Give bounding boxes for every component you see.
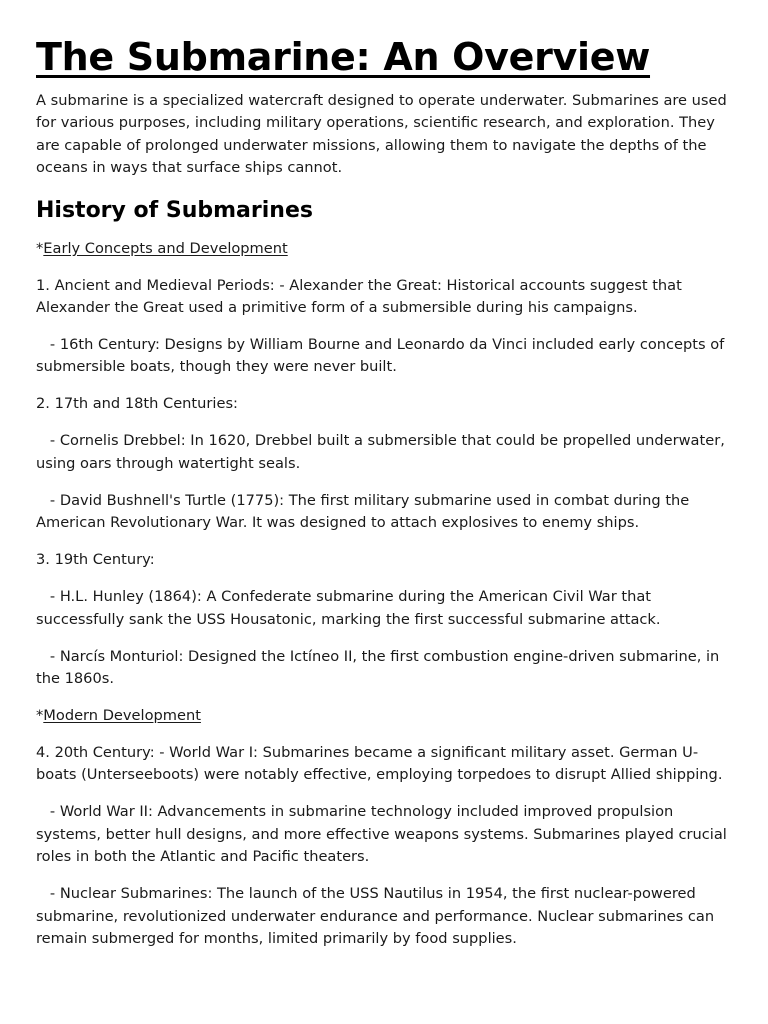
modern-marker: * [36,707,44,725]
paragraph-17th-18th: 2. 17th and 18th Centuries: [36,395,238,413]
modern-subheading-label: Modern Development [43,707,201,725]
paragraph-monturiol: - Narcís Monturiol: Designed the Ictíneo II, the first combustion engine-driven submarine, in the 1860s. [36,647,724,688]
paragraph-ancient: 1. Ancient and Medieval Periods: - Alexander the Great: Historical accounts suggest that Alexander the Great used a primitive form of a submersible during his campaigns. [36,276,682,317]
paragraph-20th-century: 4. 20th Century: - World War I: Submarines became a significant military asset. German U-boats (Unterseeboots) were notably effective, employing torpedoes to disrupt Allied shipping. [36,744,723,784]
paragraph-19th-century: 3. 19th Century: [36,551,155,569]
early-subheading-label: Early Concepts and Development [43,239,288,257]
early-subheading [36,238,736,260]
modern-subheading [36,705,736,727]
history-heading: History of Submarines [36,197,313,223]
page-title: The Submarine: An Overview [36,35,651,79]
paragraph-turtle: - David Bushnell's Turtle (1775): The first military submarine used in combat during the American Revolutionary War. It was designed to attach explosives to enemy ships. [36,491,694,532]
intro-paragraph: A submarine is a specialized watercraft designed to operate underwater. Submarines are used for various purposes, including military operations, scientific research, and exploration. They are capable of prolonged underwater missions, allowing them to navigate the depths of the oceans in ways that surface ships cannot. [36,92,727,177]
paragraph-hunley: - H.L. Hunley (1864): A Confederate submarine during the American Civil War that successfully sank the USS Housatonic, marking the first successful submarine attack. [36,588,661,628]
paragraph-16th-century: - 16th Century: Designs by William Bourne and Leonardo da Vinci included early concepts of submersible boats, though they were never built. [36,336,729,376]
paragraph-nuclear: - Nuclear Submarines: The launch of the USS Nautilus in 1954, the first nuclear-powered submarine, revolutionized underwater endurance and performance. Nuclear submarines can remain submerged for months, limited primarily by food supplies. [36,885,719,948]
paragraph-drebbel: - Cornelis Drebbel: In 1620, Drebbel built a submersible that could be propelled underwater, using oars through watertight seals. [36,432,730,472]
early-marker: * [36,239,44,257]
paragraph-wwii: - World War II: Advancements in submarine technology included improved propulsion systems, better hull designs, and more effective weapons systems. Submarines played crucial roles in both the Atlantic and Pacific theaters. [36,803,732,866]
